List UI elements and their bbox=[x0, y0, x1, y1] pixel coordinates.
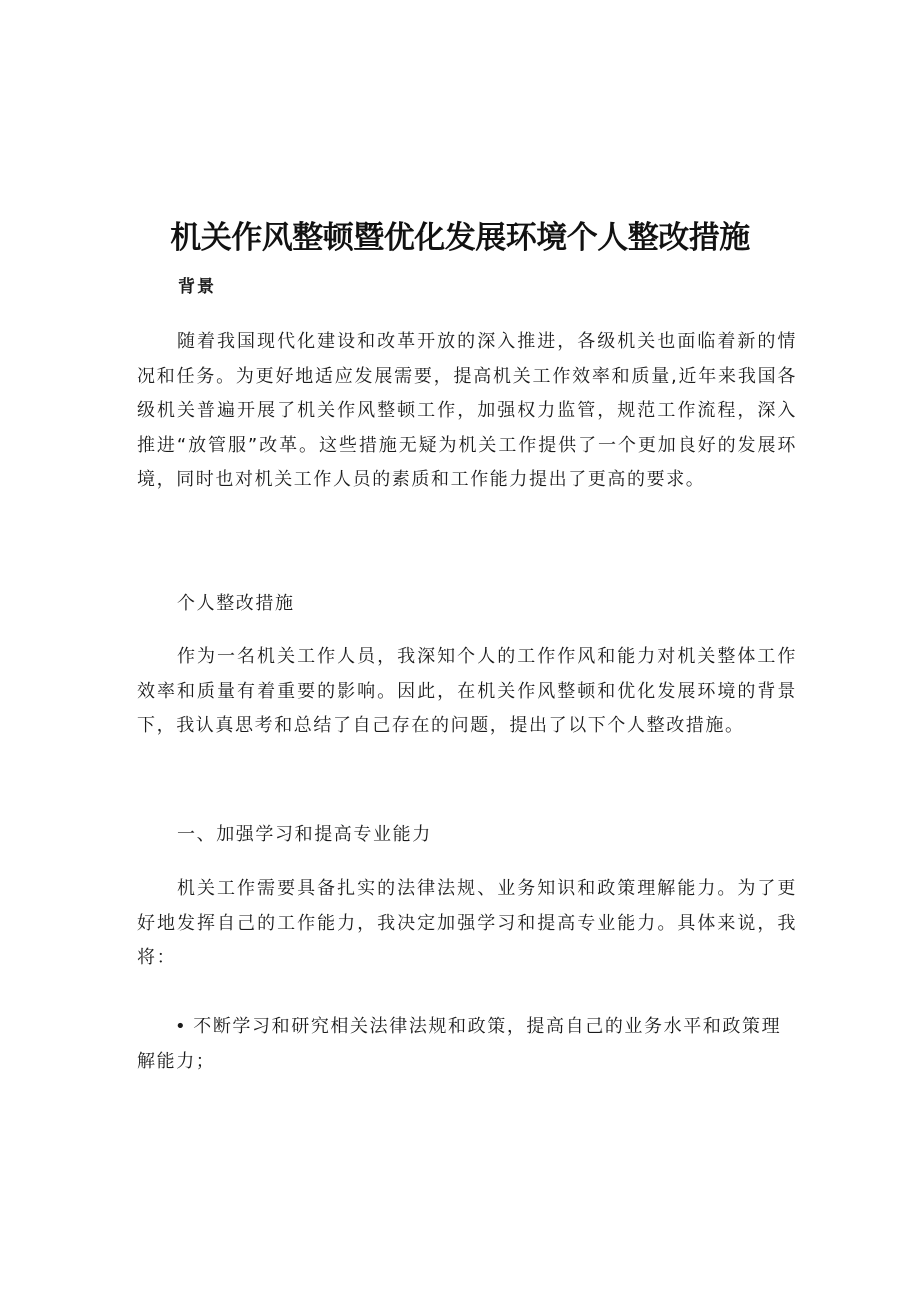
background-paragraph: 随着我国现代化建设和改革开放的深入推进，各级机关也面临着新的情况和任务。为更好地适应发展需要，提高机关工作效率和质量,近年来我国各级机关普遍开展了机关作风整顿工作，加强权力监管，规范工作流程，深入推进“放管服”改革。这些措施无疑为机关工作提供了一个更加良好的发展环境，同时也对机关工作人员的素质和工作能力提出了更高的要求。 bbox=[137, 331, 797, 490]
item1-paragraph: 机关工作需要具备扎实的法律法规、业务知识和政策理解能力。为了更好地发挥自己的工作能力，我决定加强学习和提高专业能力。具体来说，我将： bbox=[137, 878, 797, 968]
document-title: 机关作风整顿暨优化发展环境个人整改措施 bbox=[170, 220, 750, 256]
background-heading: 背景 bbox=[178, 277, 216, 297]
measures-paragraph: 作为一名机关工作人员，我深知个人的工作作风和能力对机关整体工作效率和质量有着重要的影响。因此，在机关作风整顿和优化发展环境的背景下，我认真思考和总结了自己存在的问题，提出了以下个人整改措施。 bbox=[137, 646, 797, 736]
item1-heading: 一、加强学习和提高专业能力 bbox=[177, 824, 432, 845]
bullet-symbol: • bbox=[175, 1016, 188, 1037]
bullet-item-1 bbox=[137, 1010, 797, 1079]
measures-heading: 个人整改措施 bbox=[177, 593, 295, 614]
bullet-item-1-text: 不断学习和研究相关法律法规和政策，提高自己的业务水平和政策理解能力； bbox=[137, 1016, 782, 1072]
